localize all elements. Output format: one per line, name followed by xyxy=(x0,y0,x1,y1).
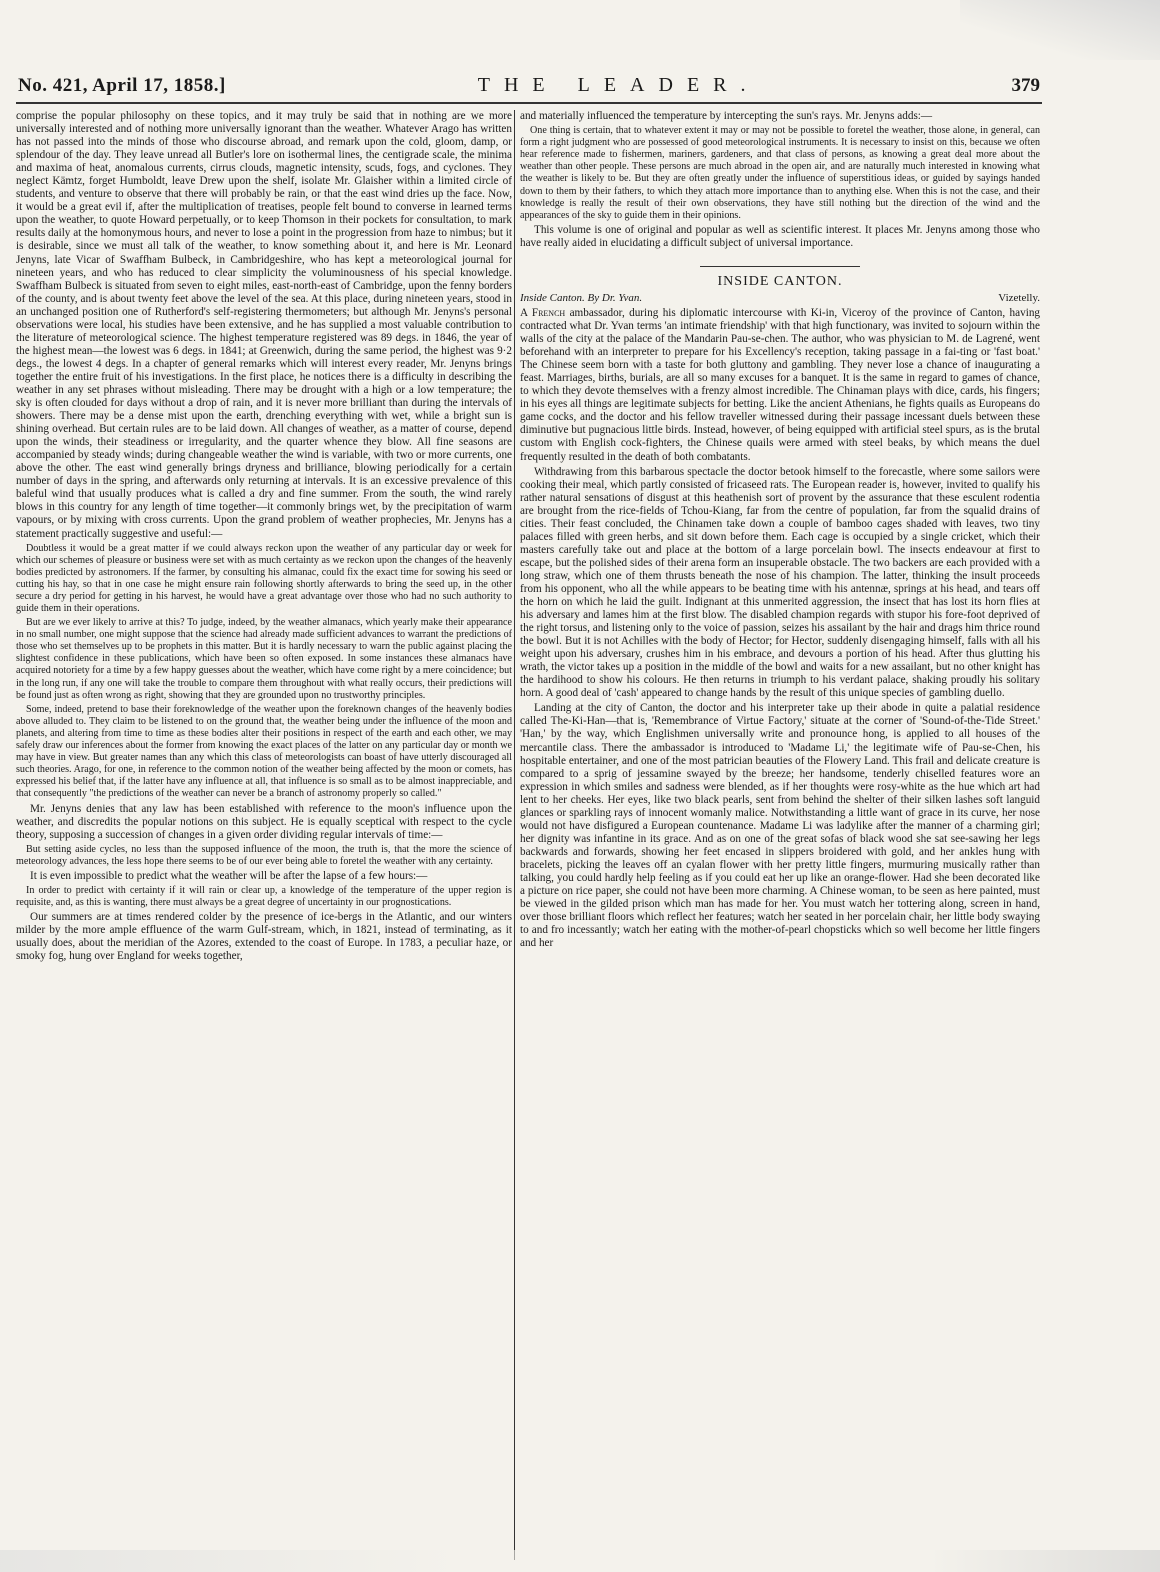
review-byline xyxy=(520,292,1040,305)
left-column xyxy=(16,110,512,1560)
section-heading: INSIDE CANTON. xyxy=(717,273,843,289)
masthead-rule xyxy=(16,102,1042,104)
canton-article-paragraph: Landing at the city of Canton, the doctor and his interpreter take up their abode in quite a palatial residence called The-Ki-Han—that is, 'Remembrance of Virtue Factory,' situate at the corner of 'Sound-of-the-Tide Street.' 'Han,' by the way, which Englishmen universally write and pronounce hong, is applied to all houses of the mercantile class. There the ambassador is introduced to 'Madame Li,' the legitimate wife of Pau-se-Chen, his hospitable entertainer, and one of the most patrician beauties of the Flowery Land. This frail and delicate creature is compared to a sprig of jessamine swayed by the breeze; her handsome, tenderly chiselled features wore an expression in which smiles and sadness were blended, as if her thoughts were rosy-white as the hue which art had lent to her cheeks. Her eyes, like two black pearls, sent from behind the shelter of their silken lashes soft languid glances or sparkling rays of innocent womanly malice. Notwithstanding a little want of grace in its curve, her nose would not have disfigured a European countenance. Madame Li was ladylike after the manner of a charming girl; her dignity was infantine in its grace. And as on one of the great sofas of black wood she sat see-sawing her legs backwards and forwards, showing her feet encased in slippers broidered with gold, and her ankles hung with bracelets, picking the leaves off an cyalan flower with her pretty little fingers, murmuring musically rather than talking, you could hardly help feeling as if you could eat her up like an orange-flower. Had she been decorated like a picture on rice paper, she could not have been more charming. A Chinese woman, to be seen as here painted, must be viewed in the gilded prison which man has made for her. You must watch her tottering along, screen in hand, over those brilliant floors which reflect her features; watch her seated in her porcelain chair, her little body swaying to and fro incessantly; watch her eating with the mother-of-pearl chopsticks which so well become her little fingers and her xyxy=(520,702,1040,950)
weather-article-paragraph: and materially influenced the temperature by intercepting the sun's rays. Mr. Jenyns adds:— xyxy=(520,110,933,122)
publisher: Vizetelly. xyxy=(998,291,1040,304)
weather-article-paragraph: Mr. Jenyns denies that any law has been established with reference to the moon's influence upon the weather, and discredits the popular notions on this subject. He is equally sceptical with respect to the cycle theory, supposing a succession of changes in a given order dividing regular intervals of time:— xyxy=(16,802,512,841)
issue-date: No. 421, April 17, 1858.] xyxy=(18,75,226,96)
lead-word: A French xyxy=(520,306,566,319)
paragraph-text: ambassador, during his diplomatic intercourse with Ki-in, Viceroy of the province of Canton, having contracted what Dr. Yvan terms 'an intimate friendship' with that high functionary, was invited to sojourn within the walls of the city at the palace of the Mandarin Pau-se-chen. The author, who was physician to M. de Lagrené, went beforehand with an interpreter to prepare for his Excellency's reception, taking passage in a fai-ting or 'fast boat.' The Chinese seem born with a taste for both gluttony and gambling. They never lose a chance of inaugurating a feast. Marriages, births, burials, are all so many excuses for a banquet. It is the same in regard to games of chance, to which they devote themselves with a frenzy almost incredible. The Chinaman plays with dice, cards, his fingers; in his eyes all things are legitimate subjects for betting. Like the ancient Athenians, he fights quails as Europeans do game cocks, and the doctor and his fellow traveller witnessed during their passage incessant duels between these diminutive but pugnacious little birds. Instead, however, of being equipped with artificial steel spurs, as is the brutal custom with English cock-fighters, the Chinese quails were armed with steel beaks, by which means the duel frequently resulted in the death of both combatants. xyxy=(520,306,1040,463)
scan-bottom-shading xyxy=(0,1550,1160,1572)
masthead xyxy=(18,74,1040,100)
weather-quote: But setting aside cycles, no less than the supposed influence of the moon, the truth is, that the more the science of meteorology advances, the less hope there seems to be of our ever being able to foretel the weather with any certainty. xyxy=(16,843,512,867)
weather-quote: But are we ever likely to arrive at this? To judge, indeed, by the weather almanacs, which yearly make their appearance in no small number, one might suppose that the science had already made sufficient advances to warrant the predictions of those who set themselves up to be prophets in this matter. But it is hardly necessary to warn the public against placing the slightest confidence in these publications, which have been so often exposed. In some instances these almanacs have acquired notoriety for a time by a few happy guesses about the weather, which have come right by a mere coincidence; but in the long run, if any one will take the trouble to compare them throughout with what really occurs, their predictions will be found just as often wrong as right, showing that they are grounded upon no trustworthy principles. xyxy=(16,617,512,701)
book-citation: Inside Canton. By Dr. Yvan. xyxy=(520,291,643,304)
scan-corner-shading xyxy=(960,0,1160,60)
weather-article-paragraph: It is even impossible to predict what the weather will be after the lapse of a few hours:— xyxy=(30,869,428,882)
right-column xyxy=(520,110,1040,1560)
weather-quote: Some, indeed, pretend to base their foreknowledge of the weather upon the foreknown changes of the heavenly bodies above alluded to. They claim to be listened to on the ground that, the weather being under the influence of the moon and planets, and altering from time to time as these bodies alter their positions in respect of the earth and each other, we may safely draw our inferences about the former from knowing the exact places of the latter on any particular day or month we may have in view. But greater names than any which this class of meteorologists can boast of have utterly discouraged all such theories. Arago, for one, in reference to the common notion of the weather being affected by the moon or comets, has expressed his belief that, if the latter have any influence at all, that influence is so small as to be almost inappreciable, and that consequently "the predictions of the weather can never be a branch of astronomy properly so called." xyxy=(16,703,512,800)
weather-article-paragraph: Our summers are at times rendered colder by the presence of ice-bergs in the Atlantic, and our winters milder by the more ample effluence of the warm Gulf-stream, which, in 1821, instead of terminating, as it usually does, about the meridian of the Azores, extended to the coast of Europe. In 1783, a peculiar haze, or smoky fog, hung over England for weeks together, xyxy=(16,911,512,963)
weather-quote: In order to predict with certainty if it will rain or clear up, a knowledge of the temperature of the upper region is requisite, and, as this is wanting, there must always be a great degree of uncertainty in our prognostications. xyxy=(16,884,512,908)
section-divider xyxy=(700,266,860,267)
page-number: 379 xyxy=(1011,75,1040,96)
weather-quote: Doubtless it would be a great matter if we could always reckon upon the weather of any particular day or week for which our schemes of pleasure or business were set with as much certainty as we reckon upon the changes of the heavenly bodies predicted by astronomers. If the farmer, by consulting his almanac, could fix the exact time for sowing his seed or cutting his hay, so that in one case he might ensure rain following shortly afterwards to bring the seed up, in the other secure a dry period for getting in his harvest, he would have a great advantage over those who had no such authority to guide them in their operations. xyxy=(16,542,512,615)
column-divider xyxy=(514,110,515,1560)
weather-article-paragraph: This volume is one of original and popular as well as scientific interest. It places Mr. Jenyns among those who have really aided in elucidating a difficult subject of universal importance. xyxy=(520,223,1040,249)
newspaper-title: THE LEADER. xyxy=(477,74,760,96)
canton-article-paragraph xyxy=(520,307,1040,464)
canton-article-paragraph: Withdrawing from this barbarous spectacle the doctor betook himself to the forecastle, where some sailors were cooking their meal, which partly consisted of fricaseed rats. The European reader is, however, invited to qualify his rather natural sensations of disgust at this heathenish sort of provent by the assurance that these esculent rodentia are brought from the rice-fields of Tchou-Kiang, far from the centre of population, far from the squalid drains of cities. Their feast concluded, the Chinamen take down a couple of bamboo cages shaded with leaves, two tiny palaces filled with green herbs, and sit down before them. Each cage is occupied by a single cricket, which their masters carefully take out and place at the bottom of a large porcelain bowl. The insects endeavour at first to escape, but the polished sides of their arena form an insuperable obstacle. The two backers are each provided with a long straw, which one of them thrusts beneath the nose of his champion. The latter, thinking the insult proceeds from his opponent, who all the while appears to be beating time with his antennæ, springs at his head, and tears off the horn on which he laid the guilt. Indignant at this unmerited aggression, the insect that has lost its horn flies at his adversary and lames him at the first blow. The disabled champion regards with stupor his fore-foot deprived of the right torsus, and listening only to the voice of passion, seizes his assailant by the hair and drags him thrice round the bowl. But it is not Achilles with the body of Hector; for Hector, suddenly disengaging himself, falls with all his weight upon his adversary, crushes him in his embrace, and devours a portion of his head. After thus glutting his wrath, the victor takes up a position in the middle of the bowl and waits for a new assailant, but no other knight has the hardihood to show his colours. He then returns in triumph to his verdant palace, shaking proudly his solitary horn. A good deal of 'cash' appeared to change hands by the result of this unique species of gambling duello. xyxy=(520,465,1040,700)
weather-article-paragraph: comprise the popular philosophy on these topics, and it may truly be said that in nothing are we more universally interested and of nothing more universally ignorant than the weather. Whatever Arago has written has not passed into the minds of those who discourse abroad, and remark upon the cold, gloom, damp, or splendour of the day. They leave unread all Butler's lore on isothermal lines, the centigrade scale, the minima and maxima of heat, anomalous currents, cirrus clouds, magnetic intensity, scuds, fogs, and cyclones. They neglect Kämtz, forget Humboldt, leave Drew upon the shelf, isolate Mr. Glaisher within a limited circle of students, and venture to observe that there will probably be rain, or that the east wind dries up the face. Now, it would be a great evil if, after the multiplication of treatises, people felt bound to converse in learned terms upon the weather, to quote Howard perpetually, or to keep Thomson in their pockets for consultation, to mark results daily at the homonymous hours, and never to lose a point in the progression from haze to nimbus; but it is desirable, since we must all talk of the weather, to know something about it, and here is Mr. Leonard Jenyns, late Vicar of Swaffham Bulbeck, in Cambridgeshire, who has kept a meteorological journal for nineteen years, and who has reduced to clear simplicity the voluminousness of his special knowledge. Swaffham Bulbeck is situated from seven to eight miles, east-north-east of Cambridge, upon the fenny borders of the county, and is about twenty feet above the level of the sea. At this place, during nineteen years, stood in an unchanged position one of Rutherford's self-registering thermometers; but although Mr. Jenyns's personal observations were local, his studies have been extensive, and he has supplied a most valuable contribution to the literature of meteorological science. The highest temperature registered was 89 degs. in 1846, the year of the highest mean—the lowest was 6 degs. in 1841; at Greenwich, during the same period, the highest was 9·2 degs., the lowest 4 degs. In a chapter of general remarks which will interest every reader, Mr. Jenyns brings together the entire fruit of his investigations. In the first place, he notices there is a difficulty in describing the weather in any set phrases without misleading. There may be drought with a high or a low temperature; the sky is often clouded for days without a drop of rain, and it is never more brilliant than during the intervals of showers. There may be a dense mist upon the earth, drenching everything with wet, while a bright sun is shining overhead. But certain rules are to be laid down. All changes of weather, as a matter of course, depend upon the winds, their steadiness or irregularity, and the quarter whence they blow. All fine seasons are accompanied by steady winds; during changeable weather the wind is variable, with two or more currents, one above the other. The east wind generally brings dryness and brilliance, blowing periodically for a certain number of days in the spring, and afterwards only returning at intervals. It is an excessive prevalence of this baleful wind that usually produces what is called a dry and fine summer. From the south, the wind rarely blows in this country for any length of time together—it commonly brings wet, by the precipitation of warm vapours, or by mixing with cross currents. Upon the grand problem of weather prophecies, Mr. Jenyns has a statement practically suggestive and useful:— xyxy=(16,110,512,540)
weather-quote: One thing is certain, that to whatever extent it may or may not be possible to foretel the weather, those alone, in general, can form a right judgment who are possessed of good meteorological instruments. It is necessary to insist on this, because we often hear reference made to fishermen, mariners, gardeners, and that class of persons, as knowing a great deal more about the weather than other people. These persons are much abroad in the open air, and are naturally much interested in knowing what the weather is likely to be. But they are often greatly under the influence of superstitious ideas, or guided by sayings handed down to them by their fathers, to which they attach more importance than to anything else. When this is not the case, and their knowledge is really the result of their own observations, they have still nothing but the direction of the wind and the appearances of the sky to guide them in their opinions. xyxy=(520,125,1040,221)
